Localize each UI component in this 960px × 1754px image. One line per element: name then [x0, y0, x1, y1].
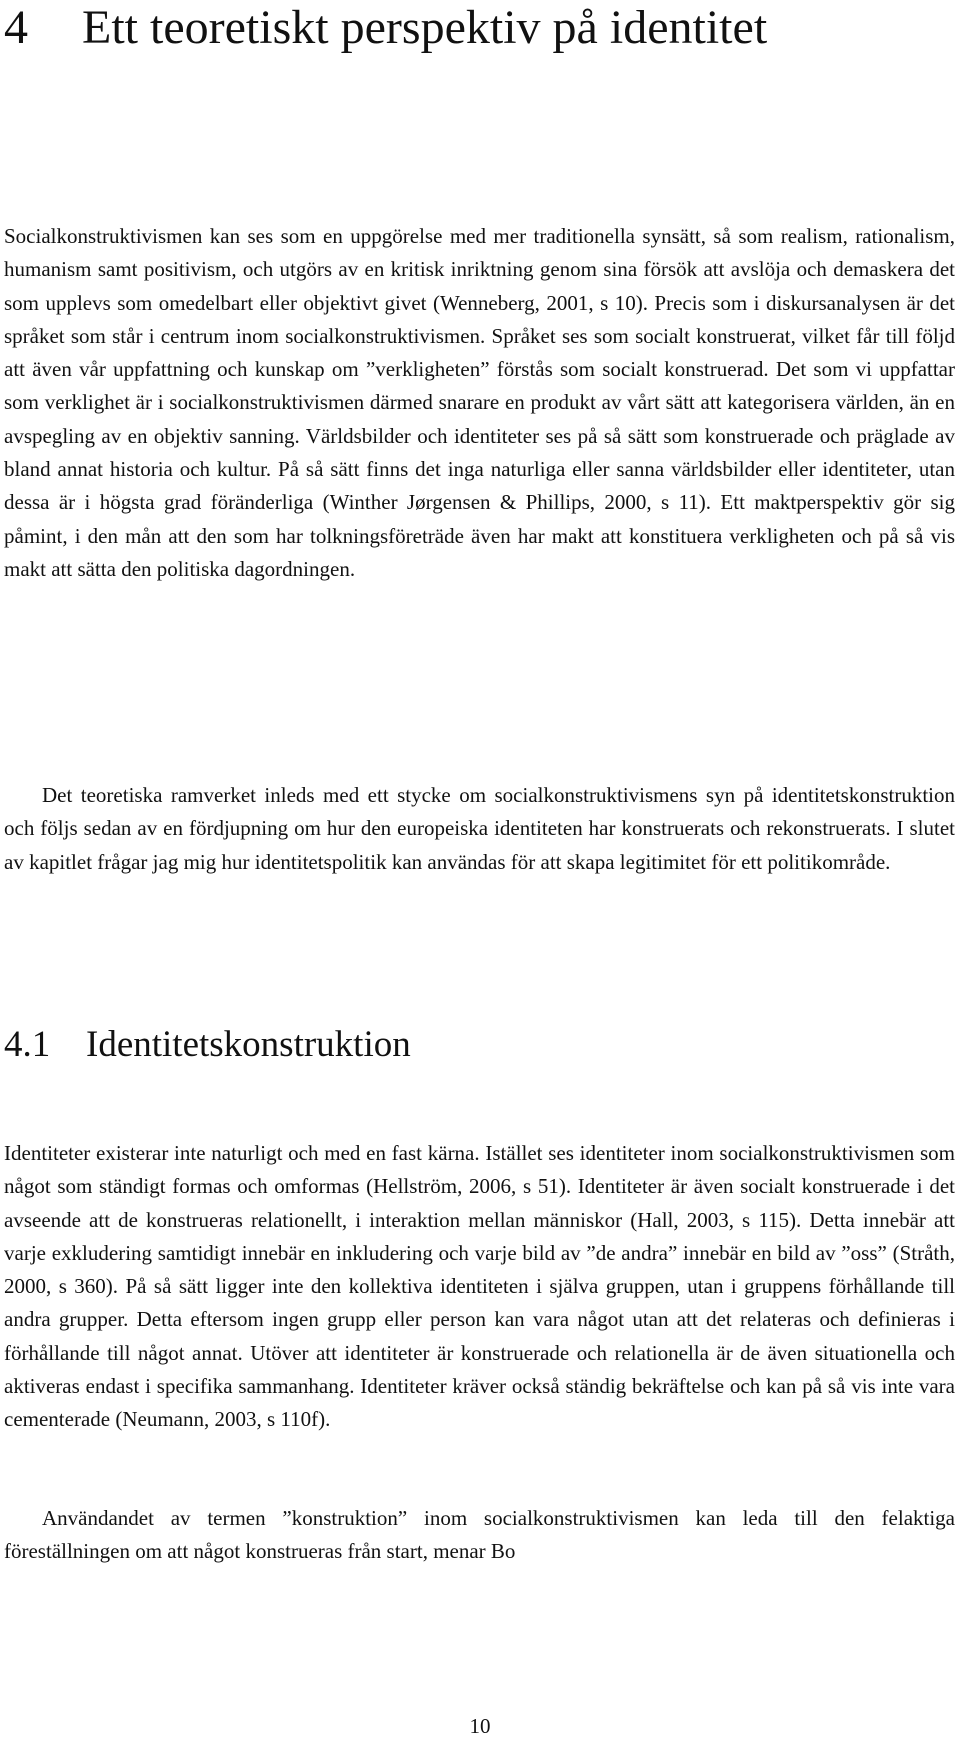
chapter-number: 4	[4, 1, 28, 54]
body-paragraph: Det teoretiska ramverket inleds med ett stycke om socialkonstruktivismens syn på identitetskonstruktion och följs sedan av en fördjupning om hur den europeiska identiteten har konstruerats och rekonstruerats. I slutet av kapitlet frågar jag mig hur identitetspolitik kan användas för att skapa legitimitet för ett politikområde.	[4, 783, 955, 874]
chapter-heading	[4, 0, 954, 56]
body-paragraph: Identiteter existerar inte naturligt och med en fast kärna. Istället ses identiteter inom socialkonstruktivismen som något som ständigt formas och omformas (Hellström, 2006, s 51). Identiteter är även socialt konstruerade i det avseende att de konstrueras relationellt, i interaktion mellan människor (Hall, 2003, s 115). Detta innebär att varje exkludering samtidigt innebär en inkludering och varje bild av ”de andra” innebär en bild av ”oss” (Stråth, 2000, s 360). På så sätt ligger inte den kollektiva identiteten i själva gruppen, utan i gruppens förhållande till andra grupper. Detta eftersom ingen grupp eller person kan vara något utan att det relateras och definieras i förhållande till något annat. Utöver att identiteter är konstruerade och relationella är de även situationella och aktiveras endast i specifika sammanhang. Identiteter kräver också ständig bekräftelse och kan på så vis inte vara cementerade (Neumann, 2003, s 110f).	[4, 1141, 955, 1432]
page-number: 10	[469, 1714, 491, 1738]
chapter-title: Ett teoretiskt perspektiv på identitet	[82, 1, 768, 54]
body-paragraph: Användandet av termen ”konstruktion” inom socialkonstruktivismen kan leda till den felaktiga föreställningen om att något konstrueras från start, menar Bo	[4, 1506, 955, 1564]
body-paragraph: Socialkonstruktivismen kan ses som en uppgörelse med mer traditionella synsätt, så som realism, rationalism, humanism samt positivism, och utgörs av en kritisk inriktning genom sina försök att avslöja och demaskera det som upplevs som omedelbart eller objektivt givet (Wenneberg, 2001, s 10). Precis som i diskursanalysen är det språket som står i centrum inom socialkonstruktivismen. Språket ses som socialt konstruerat, vilket får till följd att även vår uppfattning och kunskap om ”verkligheten” förstås som socialt konstruerad. Det som vi uppfattar som verklighet är i socialkonstruktivismen därmed snarare en produkt av vårt sätt att kategorisera världen, än en avspegling av en objektiv sanning. Världsbilder och identiteter ses på så sätt som konstruerade och präglade av bland annat historia och kultur. På så sätt finns det inga naturliga eller sanna världsbilder eller identiteter, utan dessa är i högsta grad föränderliga (Winther Jørgensen & Phillips, 2000, s 11). Ett maktperspektiv gör sig påmint, i den mån att den som har tolkningsföreträde även har makt att konstituera verkligheten och på så vis makt att sätta den politiska dagordningen.	[4, 224, 955, 581]
section-number: 4.1	[4, 1024, 51, 1065]
section-heading	[4, 1022, 954, 1068]
section-title: Identitetskonstruktion	[86, 1024, 411, 1065]
